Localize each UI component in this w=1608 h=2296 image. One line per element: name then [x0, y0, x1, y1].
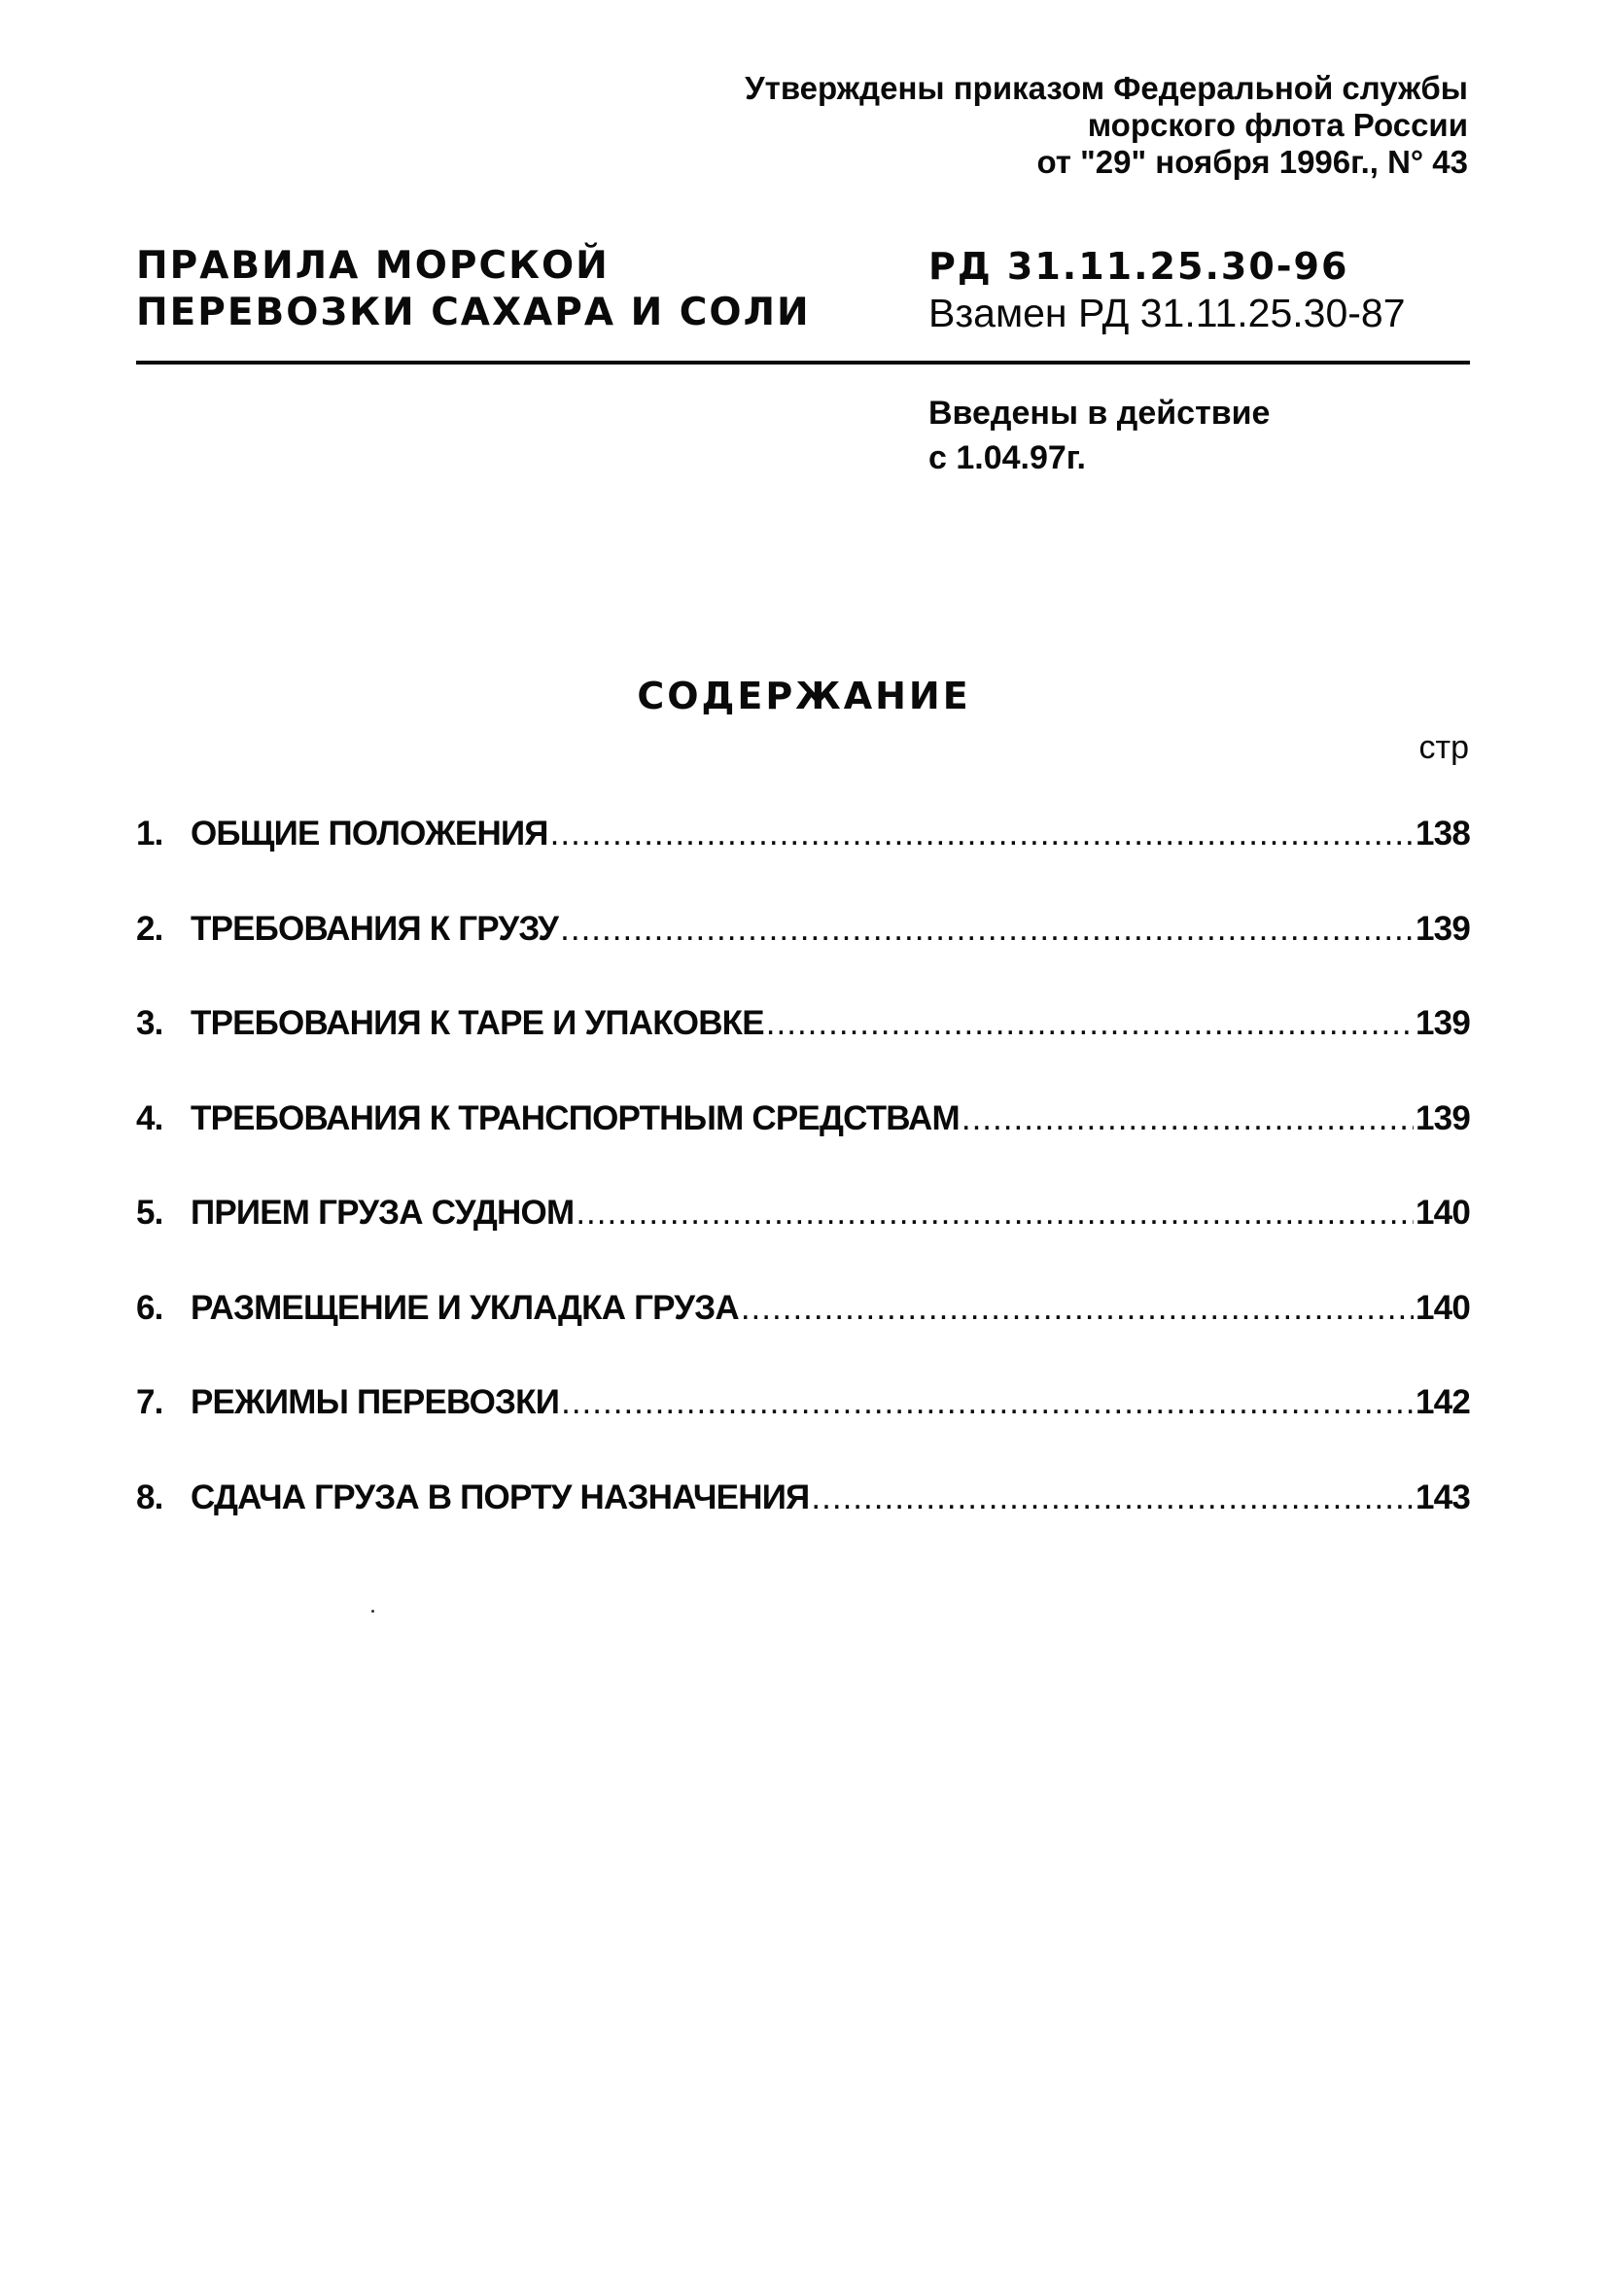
- dot-leader: [576, 1194, 1414, 1233]
- approval-line-1: Утверждены приказом Федеральной службы: [745, 70, 1468, 106]
- document-title: [136, 243, 811, 336]
- dot-leader: [561, 1383, 1414, 1422]
- approval-block: [745, 70, 1468, 181]
- toc-item-number: 3.: [136, 1004, 163, 1042]
- toc-item-title[interactable]: СДАЧА ГРУЗА В ПОРТУ НАЗНАЧЕНИЯ: [191, 1478, 810, 1516]
- contents-heading: СОДЕРЖАНИЕ: [637, 675, 971, 717]
- toc-item[interactable]: [136, 1099, 1470, 1195]
- page-column-label: стр: [1418, 729, 1469, 766]
- toc-item-number: 7.: [136, 1383, 163, 1421]
- toc-item-page: 143: [1416, 1478, 1470, 1516]
- toc-item[interactable]: [136, 910, 1470, 1005]
- toc-item-page: 139: [1416, 1004, 1470, 1042]
- toc-item[interactable]: [136, 1004, 1470, 1099]
- toc-item-page: 142: [1416, 1383, 1470, 1421]
- title-line-1: ПРАВИЛА МОРСКОЙ: [136, 244, 610, 288]
- approval-line-3: от "29" ноября 1996г., N° 43: [1036, 144, 1468, 180]
- toc-item-number: 8.: [136, 1478, 163, 1516]
- toc-item-page: 139: [1416, 909, 1470, 948]
- toc-item-number: 1.: [136, 815, 163, 852]
- scan-speck: [371, 1610, 374, 1613]
- dot-leader: [811, 1478, 1414, 1517]
- effective-line-2: с 1.04.97г.: [928, 439, 1086, 476]
- toc-item[interactable]: [136, 1478, 1470, 1574]
- toc-item-title[interactable]: ПРИЕМ ГРУЗА СУДНОМ: [191, 1194, 575, 1232]
- dot-leader: [766, 1004, 1414, 1043]
- toc-item-title[interactable]: ТРЕБОВАНИЯ К ТАРЕ И УПАКОВКЕ: [191, 1004, 764, 1042]
- toc-item-title[interactable]: ТРЕБОВАНИЯ К ГРУЗУ: [191, 909, 559, 948]
- table-of-contents: [136, 815, 1470, 1573]
- title-line-2: ПЕРЕВОЗКИ САХАРА И СОЛИ: [136, 291, 811, 334]
- toc-item[interactable]: [136, 1194, 1470, 1289]
- header-divider: [136, 361, 1470, 365]
- toc-item-page: 140: [1416, 1194, 1470, 1232]
- toc-item-number: 4.: [136, 1098, 163, 1137]
- approval-line-2: морского флота России: [1087, 107, 1468, 143]
- toc-item-number: 5.: [136, 1194, 163, 1232]
- toc-item[interactable]: [136, 1289, 1470, 1384]
- toc-item-title[interactable]: РЕЖИМЫ ПЕРЕВОЗКИ: [191, 1383, 560, 1421]
- replaces-code: Взамен РД 31.11.25.30-87: [928, 291, 1406, 335]
- toc-item-page: 139: [1416, 1098, 1470, 1137]
- dot-leader: [741, 1289, 1414, 1328]
- toc-item-title[interactable]: РАЗМЕЩЕНИЕ И УКЛАДКА ГРУЗА: [191, 1288, 739, 1327]
- toc-item-number: 2.: [136, 909, 163, 948]
- effective-line-1: Введены в действие: [928, 395, 1271, 432]
- toc-item[interactable]: [136, 815, 1470, 910]
- dot-leader: [560, 910, 1414, 949]
- dot-leader: [961, 1099, 1414, 1138]
- toc-item-title[interactable]: ОБЩИЕ ПОЛОЖЕНИЯ: [191, 815, 548, 852]
- toc-item-page: 140: [1416, 1288, 1470, 1327]
- toc-item-title[interactable]: ТРЕБОВАНИЯ К ТРАНСПОРТНЫМ СРЕДСТВАМ: [191, 1098, 960, 1137]
- toc-item-page: 138: [1416, 815, 1470, 852]
- toc-item-number: 6.: [136, 1288, 163, 1327]
- effective-date-block: [928, 391, 1270, 480]
- toc-item[interactable]: [136, 1383, 1470, 1478]
- document-code-block: [928, 243, 1406, 336]
- document-code: РД 31.11.25.30-96: [928, 245, 1349, 288]
- dot-leader: [550, 815, 1414, 853]
